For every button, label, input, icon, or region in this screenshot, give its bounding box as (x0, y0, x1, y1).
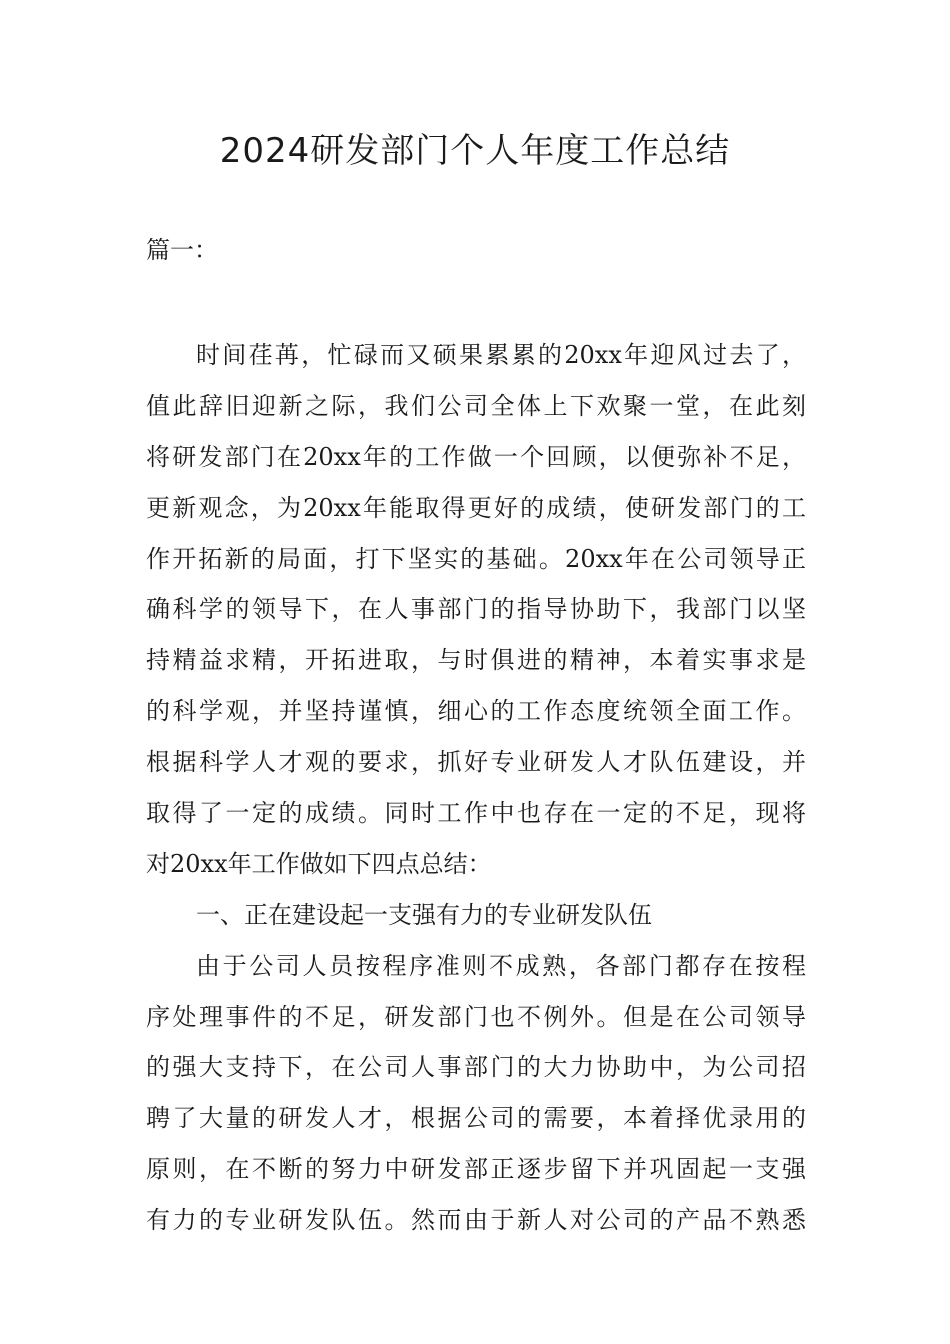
paragraph-line: 更新观念，为20xx年能取得更好的成绩，使研发部门的工 (146, 493, 806, 522)
paragraph-line: 根据科学人才观的要求，抓好专业研发人才队伍建设，并 (146, 748, 806, 777)
document-title: 2024研发部门个人年度工作总结 (219, 131, 731, 171)
paragraph-line: 确科学的领导下，在人事部门的指导协助下，我部门以坚 (146, 595, 806, 624)
paragraph-line: 值此辞旧迎新之际，我们公司全体上下欢聚一堂，在此刻 (146, 391, 806, 420)
paragraph-line: 的科学观，并坚持谨慎，细心的工作态度统领全面工作。 (146, 697, 806, 726)
paragraph-line: 取得了一定的成绩。同时工作中也存在一定的不足，现将 (146, 799, 806, 828)
document-body (146, 330, 806, 1246)
paragraph-line: 原则，在不断的努力中研发部正逐步留下并巩固起一支强 (146, 1155, 806, 1184)
paragraph-line: 对20xx年工作做如下四点总结： (146, 849, 492, 878)
paragraph-line: 聘了大量的研发人才，根据公司的需要，本着择优录用的 (146, 1104, 806, 1133)
paragraph-line: 作开拓新的局面，打下坚实的基础。20xx年在公司领导正 (146, 544, 806, 573)
paragraph-line: 的强大支持下，在公司人事部门的大力协助中，为公司招 (146, 1053, 806, 1082)
section-label: 篇一： (146, 236, 218, 264)
paragraph-line: 序处理事件的不足，研发部门也不例外。但是在公司领导 (146, 1002, 806, 1031)
paragraph-line: 持精益求精，开拓进取，与时俱进的精神，本着实事求是 (146, 646, 806, 675)
section-heading: 一、正在建设起一支强有力的专业研发队伍 (196, 900, 652, 929)
paragraph-line: 由于公司人员按程序准则不成熟，各部门都存在按程 (196, 951, 806, 980)
paragraph-line: 将研发部门在20xx年的工作做一个回顾，以便弥补不足， (146, 442, 806, 471)
paragraph-line: 时间荏苒，忙碌而又硕果累累的20xx年迎风过去了， (196, 341, 806, 369)
paragraph-line: 有力的专业研发队伍。然而由于新人对公司的产品不熟悉 (146, 1206, 806, 1235)
